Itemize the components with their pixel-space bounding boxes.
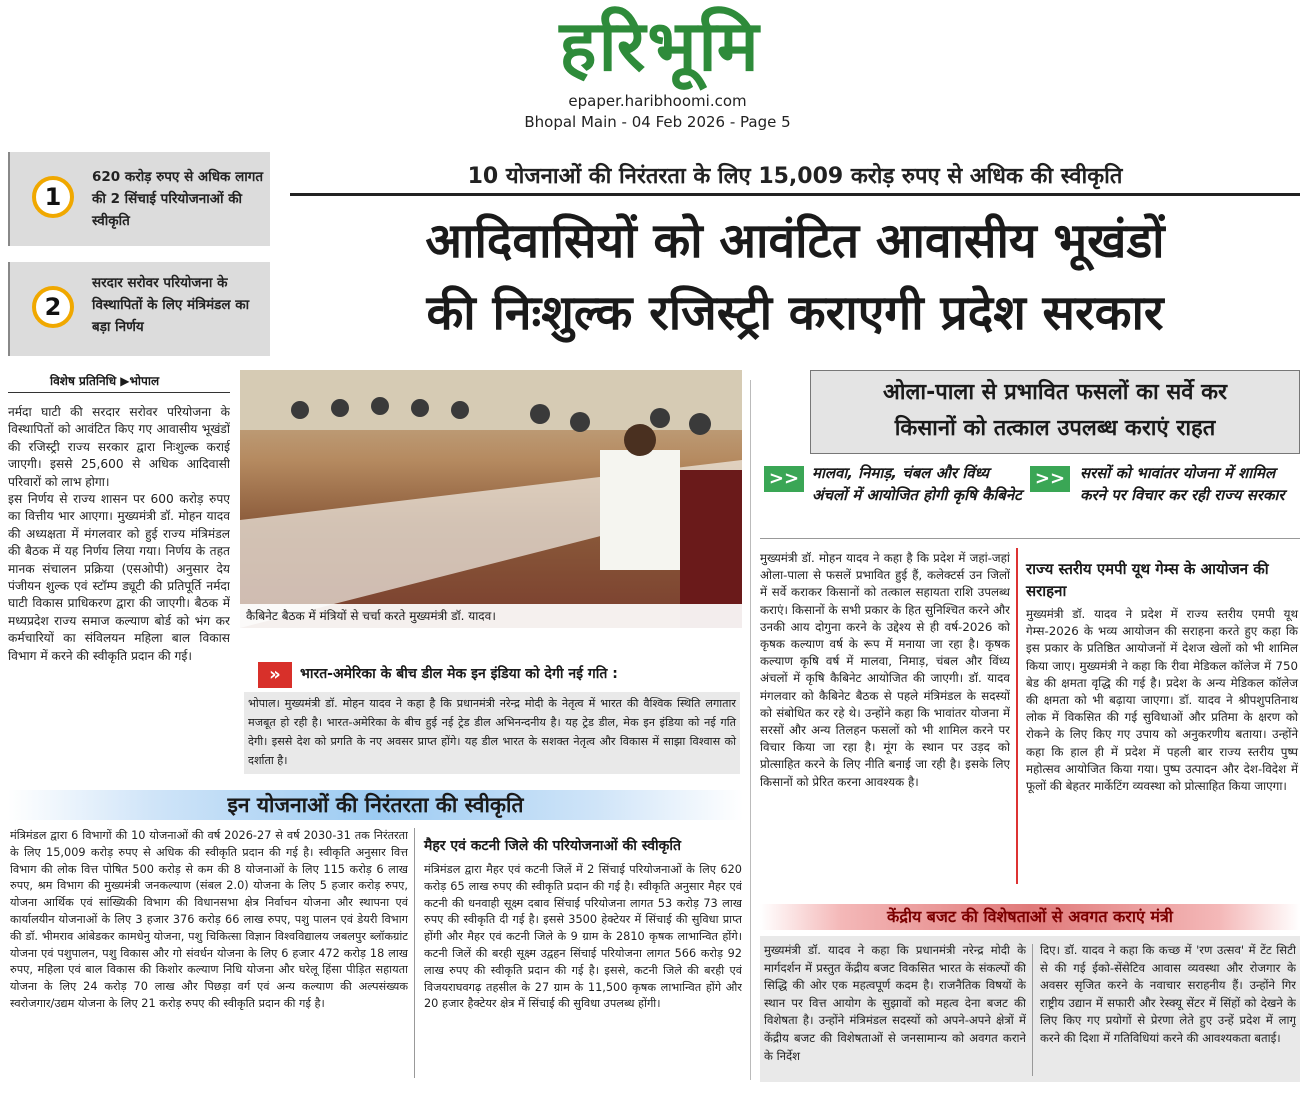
hail-headline-2: किसानों को तत्काल उपलब्ध कराएं राहत (894, 416, 1216, 441)
youth-games-title: राज्य स्तरीय एमपी यूथ गेम्स के आयोजन की सराहना (1026, 560, 1269, 600)
hail-sub-2: सरसों को भावांतर योजना में शामिल करने पर विचार कर रही राज्य सरकार (1080, 464, 1285, 504)
key-point-1 (8, 152, 270, 246)
photo-person-white (600, 450, 680, 570)
byline: विशेष प्रतिनिधि ▶भोपाल (50, 374, 160, 388)
logo-text: हरिभूमि (559, 4, 761, 87)
continuity-band: इन योजनाओं की निरंतरता की स्वीकृति (8, 790, 743, 820)
site-url[interactable]: epaper.haribhoomi.com (568, 92, 747, 110)
chevron-icon-1: >> (764, 466, 804, 492)
hail-headline-box (810, 370, 1300, 454)
hail-sub-1: मालवा, निमाड़, चंबल और विंध्य अंचलों में आयोजित होगी कृषि कैबिनेट (812, 464, 1022, 504)
photo-caption: कैबिनेट बैठक में मंत्रियों से चर्चा करते मुख्यमंत्री डॉ. यादव। (240, 604, 742, 628)
photo-illustration (240, 370, 742, 628)
india-us-title: भारत-अमेरिका के बीच डील मेक इन इंडिया को देगी नई गति : (300, 666, 618, 682)
budget-box (760, 936, 1300, 1082)
haribhoomi-logo[interactable] (470, 6, 850, 86)
budget-text-left: मुख्यमंत्री डॉ. यादव ने कहा कि प्रधानमंत्री नरेन्द्र मोदी के मार्गदर्शन में प्रस्तुत केंद्रीय बजट विकसित भारत के संकल्पों की सिद्धि की ओर एक महत्वपूर्ण कदम है। राजनैतिक विषयों के स्थान पर वित्त आयोग के सुझावों को महत्व देना बजट की विशेषता है। उन्होंने मंत्रिमंडल सदस्यों को अपने-अपने क्षेत्रों में केंद्रीय बजट की विशेषताओं से जनसामान्य को अवगत कराने के निर्देश (764, 943, 1026, 1063)
kicker-rule (290, 193, 1300, 196)
budget-text-right: दिए। डॉ. यादव ने कहा कि कच्छ में 'रण उत्सव' में टेंट सिटी से की गई ईको-सेंसेटिव आवास व्यवस्था और रोजगार के अवसर सृजित करने के नवाचार सराहनीय हैं। उन्होंने गिर राष्ट्रीय उद्यान में सफारी और रेस्क्यू सेंटर में सिंहों को देखने के लिए किए गए प्रयोगों से प्रेरणा लेते हुए उन्हें प्रदेश में लागू करने की दिशा में गतिविधियां करने की आवश्यकता बताई। (1040, 943, 1296, 1045)
number-badge-1: 1 (32, 176, 74, 218)
chevron-icon-2: >> (1030, 466, 1070, 492)
headline-line-1: आदिवासियों को आवंटित आवासीय भूखंडों (425, 213, 1165, 269)
hail-rule (760, 538, 1300, 539)
budget-band: केंद्रीय बजट की विशेषताओं से अवगत कराएं मंत्री (760, 904, 1300, 930)
youth-games-text: मुख्यमंत्री डॉ. यादव ने प्रदेश में राज्य स्तरीय एमपी यूथ गेम्स-2026 के भव्य आयोजन की सराहना करते हुए कहा कि इस प्रकार के प्रतिष्ठित आयोजनों में देशज खेलों को भी शामिल किया जाए। मुख्यमंत्री ने कहा कि रीवा मेडिकल कॉलेज में 750 बेड की क्षमता वृद्धि की गई है। प्रदेश के अन्य मेडिकल कॉलेज की क्षमता को भी बढ़ाया जाएगा। डॉ. यादव ने श्रीपशुपतिनाथ लोक में विकसित की गई सुविधाओं और प्रतिमा के क्षरण को रोकने के लिए किए गए उपाय को अनुकरणीय बताया। उन्होंने कहा कि हाल ही में प्रदेश में पहली बार राज्य स्तरीय पुष्प महोत्सव आयोजित किया गया। पुष्प उत्पादन और देश-विदेश में फूलों की बेहतर मार्केटिंग व्यवस्था को प्रोत्साहित किया जाएगा। (1026, 607, 1298, 794)
section-separator (750, 380, 751, 1080)
kicker: 10 योजनाओं की निरंतरता के लिए 15,009 करोड़ रुपए से अधिक की स्वीकृति (467, 164, 1123, 189)
key-point-2-text: सरदार सरोवर परियोजना के विस्थापितों के लिए मंत्रिमंडल का बड़ा निर्णय (92, 275, 250, 335)
cabinet-meeting-photo (240, 370, 742, 628)
masthead (0, 0, 1315, 140)
continuity-text: मंत्रिमंडल द्वारा 6 विभागों की 10 योजनाओं की वर्ष 2026-27 से वर्ष 2030-31 तक निरंतरता के लिए 15,009 करोड़ रुपए से अधिक की स्वीकृति प्रदान की गई है। स्वीकृति अनुसार वित्त विभाग की लोक वित्त पोषित 500 करोड़ से कम की 8 योजनाओं के लिए 115 करोड़ 6 लाख रुपए, श्रम विभाग की मुख्यमंत्री जनकल्याण (संबल 2.0) योजना के लिए 5 हजार करोड़ रुपए, योजना आर्थिक एवं सांख्यिकी विभाग की विधानसभा क्षेत्र निर्वाचन योजना और स्थापना एवं कार्यालयीन योजनाओं के लिए 3 हजार 376 करोड़ 66 लाख रुपए, पशु पालन एवं डेयरी विभाग की डॉ. भीमराव आंबेडकर कामधेनु योजना, पशु चिकित्सा विज्ञान विश्वविद्यालय जबलपुर ब्लॉकग्रांट योजना एवं पशुपालन, पशु विकास और गो संवर्धन योजना के लिए 6 हजार 472 करोड़ 18 लाख रुपए, महिला एवं बाल विकास की किशोर कल्याण निधि योजना और घरेलू हिंसा पीड़ित सहायता योजना के लिए 24 करोड़ 70 लाख और पिछड़ा वर्ग एवं अन्य कल्याण की अल्पसंख्यक स्वरोजगार/उद्यम योजना के लिए 21 करोड़ रुपए की स्वीकृति प्रदान की गई है। (10, 829, 408, 1010)
edition-info: Bhopal Main - 04 Feb 2026 - Page 5 (524, 113, 791, 131)
youth-games-box (1016, 548, 1302, 884)
india-us-text: भोपाल। मुख्यमंत्री डॉ. मोहन यादव ने कहा है कि प्रधानमंत्री नरेन्द्र मोदी के नेतृत्व में भारत की वैश्विक स्थिति लगातार मजबूत हो रही है। भारत-अमेरिका के बीच हुई नई ट्रेड डील अभिनन्दनीय है। यह ट्रेड डील, मेक इन इंडिया को नई गति देगी। इससे देश को प्रगति के नए अवसर प्राप्त होंगे। यह डील भारत के सशक्त नेतृत्व और विकास में साझा विश्वास को दर्शाता है। (244, 692, 740, 774)
hail-text: मुख्यमंत्री डॉ. मोहन यादव ने कहा है कि प्रदेश में जहां-जहां ओला-पाला से फसलें प्रभावित हुई हैं, कलेक्टर्स उन जिलों में सर्वे कराकर किसानों को तत्काल सहायता राशि उपलब्ध कराएं। किसानों के सभी प्रकार के हित सुनिश्चित करने और उनकी आय दोगुना करने के उद्देश्य से ही वर्ष-2026 को कृषक कल्याण वर्ष के रूप में मनाया जा रहा है। कृषक कल्याण कृषि वर्ष में मालवा, निमाड़, चंबल और विंध्य अंचलों में कृषि कैबिनेट आयोजित की जाएगी। डॉ. यादव मंगलवार को कैबिनेट बैठक से पहले मंत्रिमंडल के सदस्यों को संबोधित कर रहे थे। उन्होंने कहा कि भावांतर योजना में सरसों और अन्य तिलहन फसलों को भी शामिल करने पर विचार किया जा रहा है। मूंग के स्थान पर उड़द को प्रोत्साहित करने के लिए नीति बनाई जा रही है। इसके लिए किसानों को प्रेरित करना आवश्यक है। (760, 551, 1010, 789)
india-us-chevron-icon: » (258, 662, 292, 688)
number-badge-2: 2 (32, 286, 74, 328)
headline-line-2: की निःशुल्क रजिस्ट्री कराएगी प्रदेश सरकार (426, 285, 1164, 341)
maihar-text: मंत्रिमंडल द्वारा मैहर एवं कटनी जिलें में 2 सिंचाई परियोजनाओं के लिए 620 करोड़ 65 लाख रुपए की स्वीकृति प्रदान की गई है। स्वीकृति अनुसार मैहर एवं कटनी की धनवाही सूक्ष्म दबाव सिंचाई परियोजना लागत 53 करोड़ 73 लाख रुपए की स्वीकृति दी गई है। इससे 3500 हेक्टेयर में सिंचाई की सुविधा प्राप्त होंगी और मैहर एवं कटनी जिले के 9 ग्राम के 2810 कृषक लाभान्वित होंगे। कटनी जिलें की बरही सूक्ष्म उद्वहन सिंचाई परियोजना लागत 566 करोड़ 92 लाख रुपए की स्वीकृति प्रदान की गई है। इससे, कटनी जिले की बरही एवं विजयराघवगढ़ तहसील के 27 ग्राम के 11,500 कृषक लाभान्वित होंगे और 20 हजार हैक्टेयर क्षेत्र में सिंचाई की सुविधा उपलब्ध होंगी। (424, 863, 742, 1011)
main-story: नर्मदा घाटी की सरदार सरोवर परियोजना के विस्थापितों को आवंटित किए गए आवासीय भूखंडों की रजिस्ट्री राज्य सरकार द्वारा निःशुल्क कराई जाएगी। इससे 25,600 से अधिक आदिवासी परिवारों को लाभ होगा। इस निर्णय से राज्य शासन पर 600 करोड़ रुपए का वित्तीय भार आएगा। मुख्यमंत्री डॉ. मोहन यादव की अध्यक्षता में मंगलवार को हुई राज्य मंत्रिमंडल की बैठक में यह निर्णय लिया गया। निर्णय के तहत मानक संचालन प्रक्रिया (एसओपी) अनुसार देय पंजीयन शुल्क एवं स्टॉम्प ड्यूटी की प्रतिपूर्ति नर्मदा घाटी विकास प्राधिकरण द्वारा की जाएगी। बैठक में मध्यप्रदेश राज्य समाज कल्याण बोर्ड को भंग कर कर्मचारियों का संविलयन महिला बाल विकास विभाग में करने की स्वीकृति प्रदान की गई। (8, 405, 230, 663)
column-divider (414, 828, 415, 1078)
key-point-1-text: 620 करोड़ रुपए से अधिक लागत की 2 सिंचाई परियोजनाओं की स्वीकृति (92, 169, 264, 229)
maihar-title: मैहर एवं कटनी जिले की परियोजनाओं की स्वीकृति (424, 838, 681, 854)
budget-divider (1032, 944, 1033, 1076)
key-point-2 (8, 262, 270, 356)
hail-headline-1: ओला-पाला से प्रभावित फसलों का सर्वे कर (882, 380, 1228, 405)
byline-rule (8, 392, 230, 393)
